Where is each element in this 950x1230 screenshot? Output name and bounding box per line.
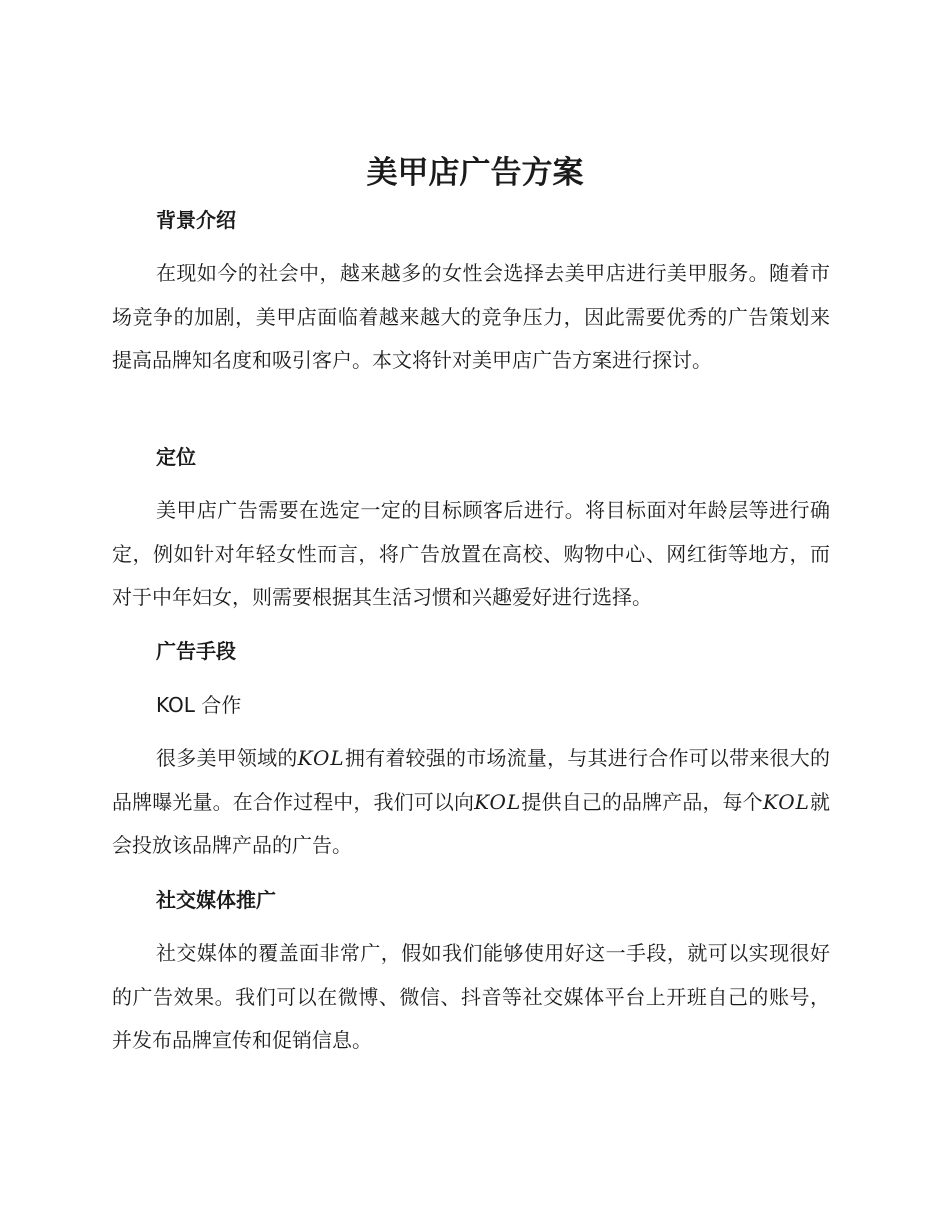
- kol-term-3: KOL: [762, 789, 810, 814]
- paragraph-kol: [112, 737, 830, 868]
- kol-text-4: 就会投放该品牌产品的广告。: [112, 789, 831, 857]
- kol-term-1: KOL: [297, 746, 345, 770]
- section-heading-methods: 广告手段: [156, 639, 236, 663]
- kol-text-2: 拥有着较强的市场流量，与其进行合作可以带来很大的品牌曝光量。在合作过程中，我们可以向: [112, 746, 831, 814]
- paragraph-positioning: 美甲店广告需要在选定一定的目标顾客后进行。将目标面对年龄层等进行确定，例如针对年轻女性而言，将广告放置在高校、购物中心、网红街等地方，而对于中年妇女，则需要根据其生活习惯和兴趣爱好进行选择。: [112, 498, 830, 609]
- paragraph-background: 在现如今的社会中，越来越多的女性会选择去美甲店进行美甲服务。随着市场竞争的加剧，美甲店面临着越来越大的竞争压力，因此需要优秀的广告策划来提高品牌知名度和吸引客户。本文将针对美甲店广告方案进行探讨。: [112, 261, 830, 372]
- subsection-heading-social: 社交媒体推广: [156, 888, 276, 912]
- kol-text-3: 提供自己的品牌产品，每个: [521, 789, 763, 814]
- page-title: 美甲店广告方案: [366, 155, 584, 191]
- section-heading-positioning: 定位: [156, 445, 196, 469]
- subsection-heading-kol: KOL 合作: [156, 693, 242, 717]
- kol-term-2: KOL: [474, 789, 522, 814]
- section-heading-background: 背景介绍: [156, 208, 236, 232]
- paragraph-social: 社交媒体的覆盖面非常广，假如我们能够使用好这一手段，就可以实现很好的广告效果。我们可以在微博、微信、抖音等社交媒体平台上开班自己的账号，并发布品牌宣传和促销信息。: [112, 941, 830, 1052]
- kol-text-1: 很多美甲领域的: [156, 746, 298, 770]
